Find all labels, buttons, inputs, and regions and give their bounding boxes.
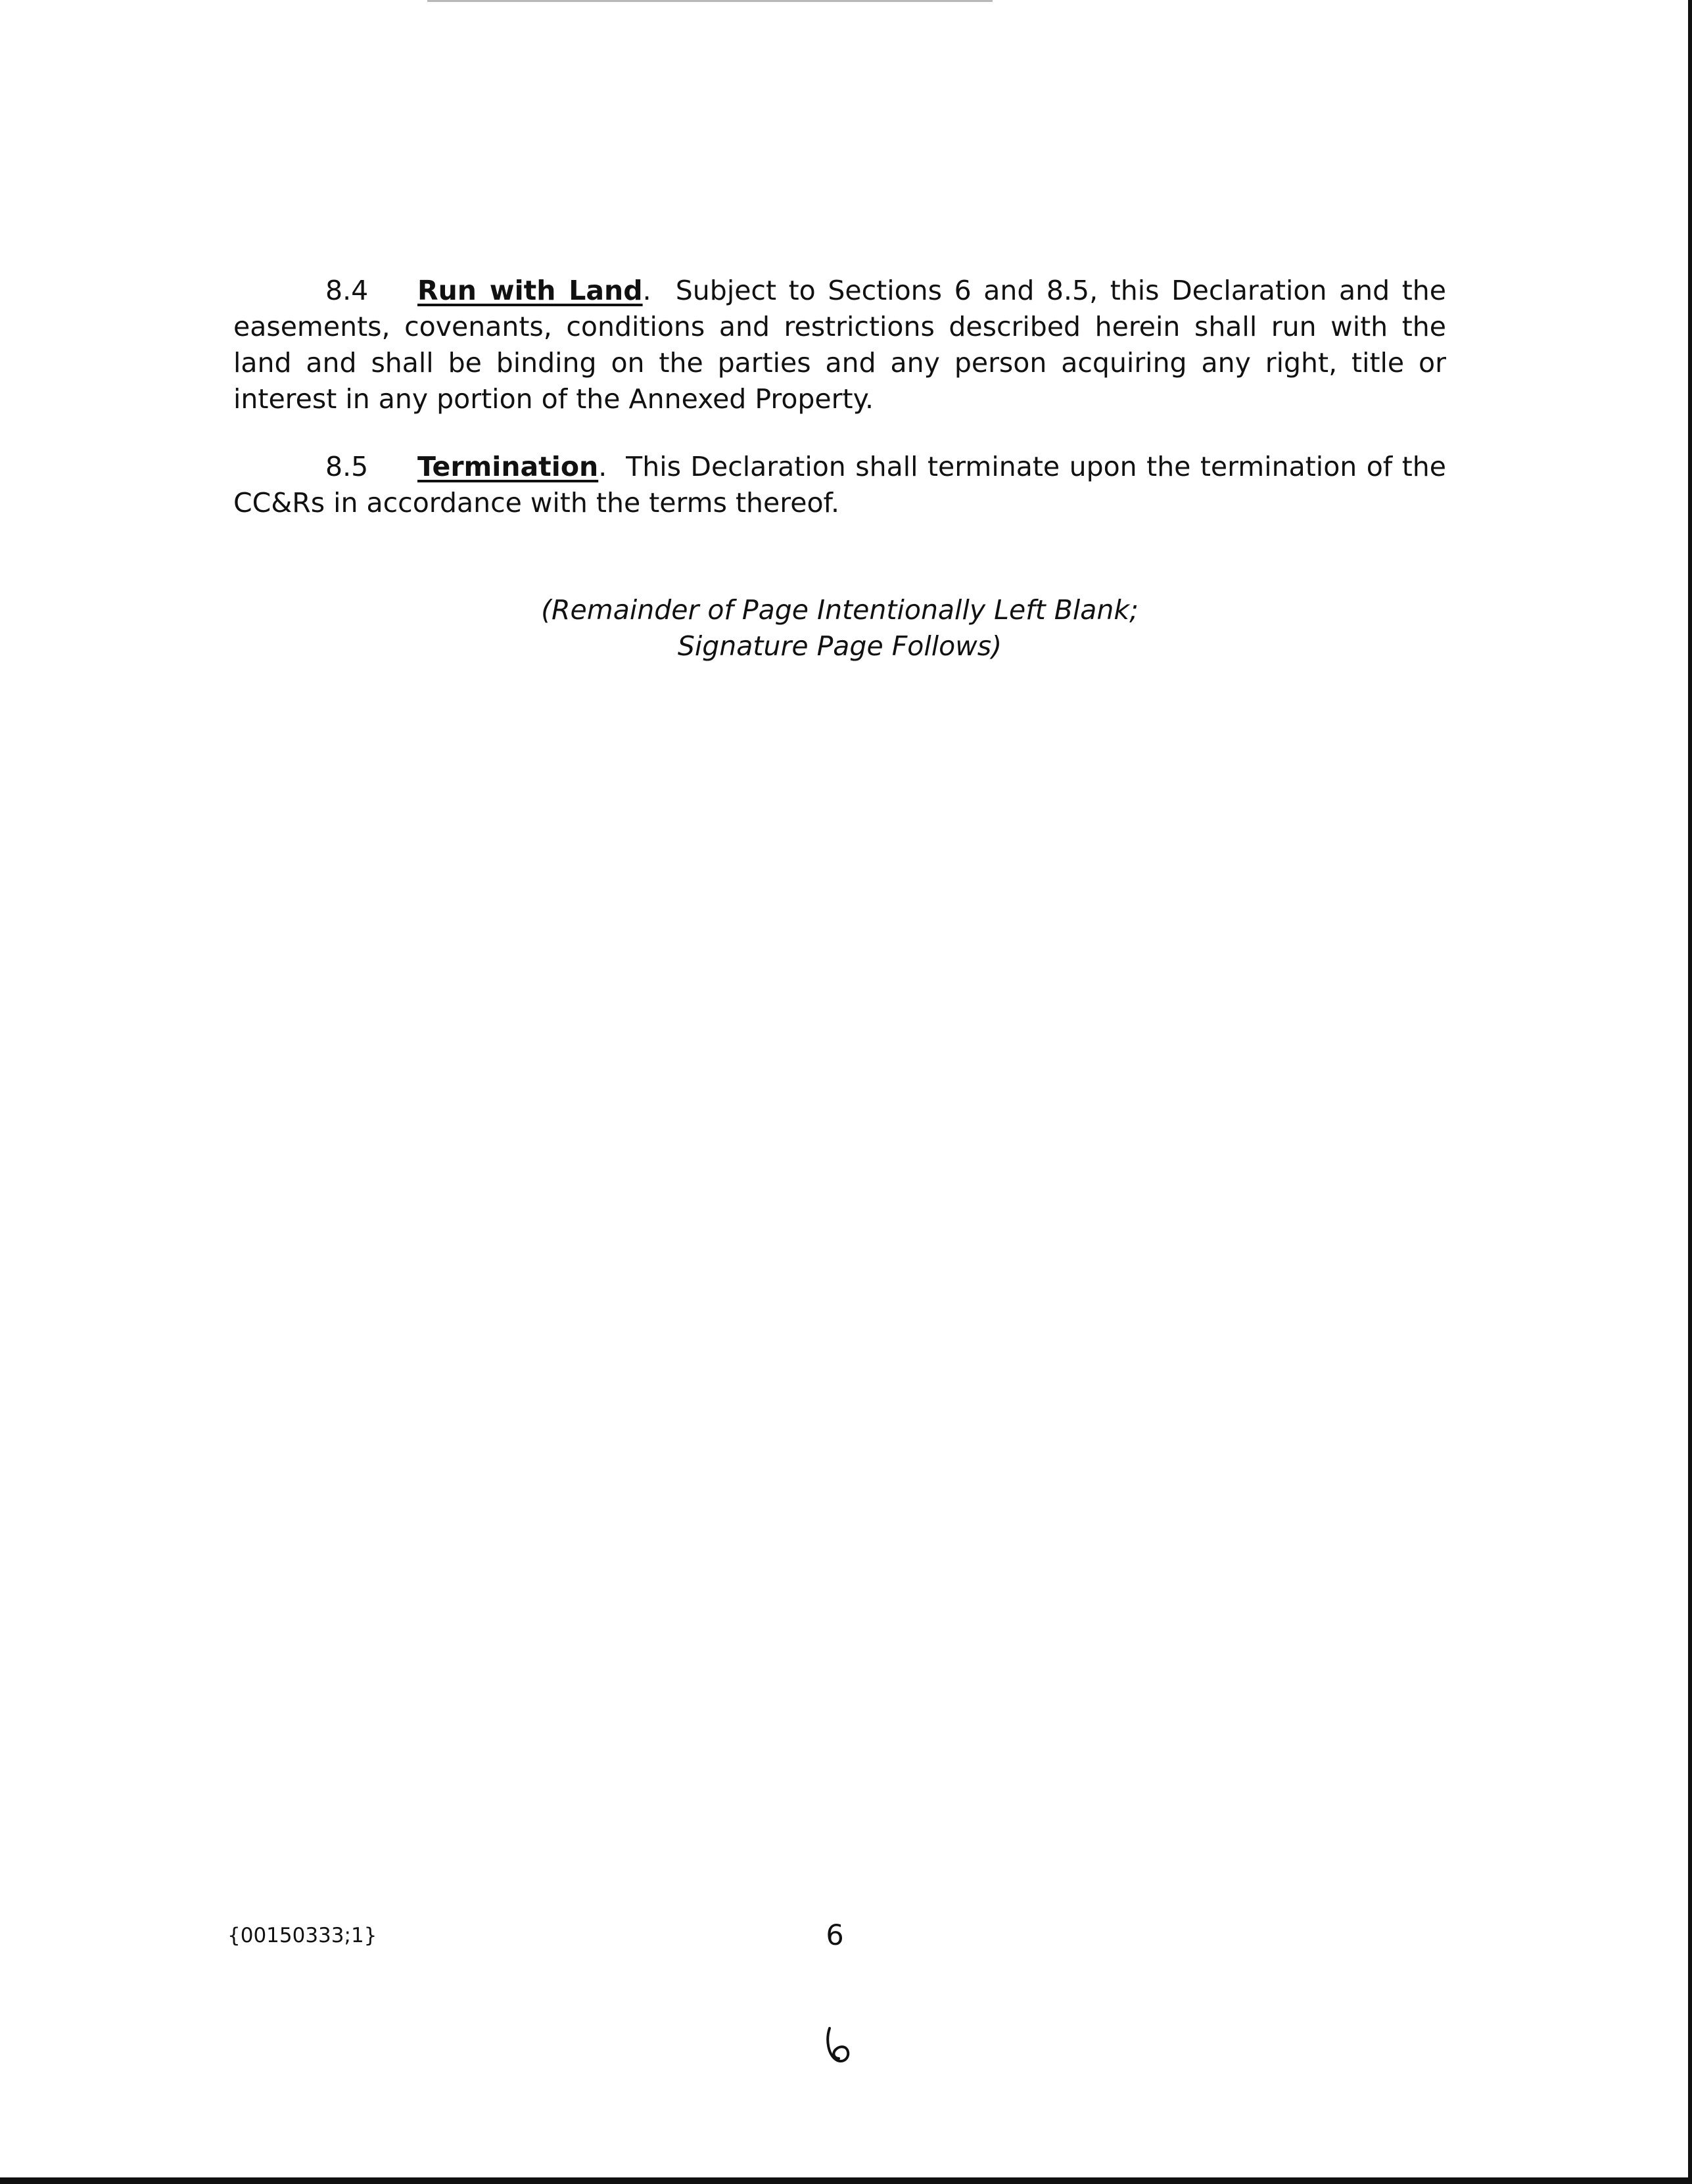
scan-edge-top xyxy=(427,0,993,2)
note-line-2: Signature Page Follows) xyxy=(677,630,1002,662)
section-heading: Run with Land xyxy=(417,275,643,306)
section-8-5 xyxy=(233,449,1446,521)
section-body: Subject to Sections 6 and 8.5, this Declaration and the easements, covenants, conditions and restrictions described herein shall run with the land and shall be binding on the parties and any person acquiring any right, title or interest in any portion of the Annexed Property. xyxy=(233,275,1446,415)
section-number: 8.5 xyxy=(325,451,369,482)
handwritten-page-number xyxy=(823,2026,856,2065)
scan-edge-bottom xyxy=(0,2177,1692,2184)
section-number: 8.4 xyxy=(325,275,369,306)
section-body: This Declaration shall terminate upon the termination of the CC&Rs in accordance with the terms thereof. xyxy=(233,451,1446,519)
note-line-1: (Remainder of Page Intentionally Left Blank; xyxy=(541,594,1139,626)
heading-suffix: . xyxy=(598,451,607,482)
document-id: {00150333;1} xyxy=(227,1924,377,1947)
scan-edge-right xyxy=(1688,0,1692,2184)
page-number: 6 xyxy=(826,1919,844,1952)
section-8-4 xyxy=(233,273,1446,417)
page-blank-note xyxy=(233,592,1446,664)
heading-suffix: . xyxy=(642,275,651,306)
section-heading: Termination xyxy=(417,451,599,482)
